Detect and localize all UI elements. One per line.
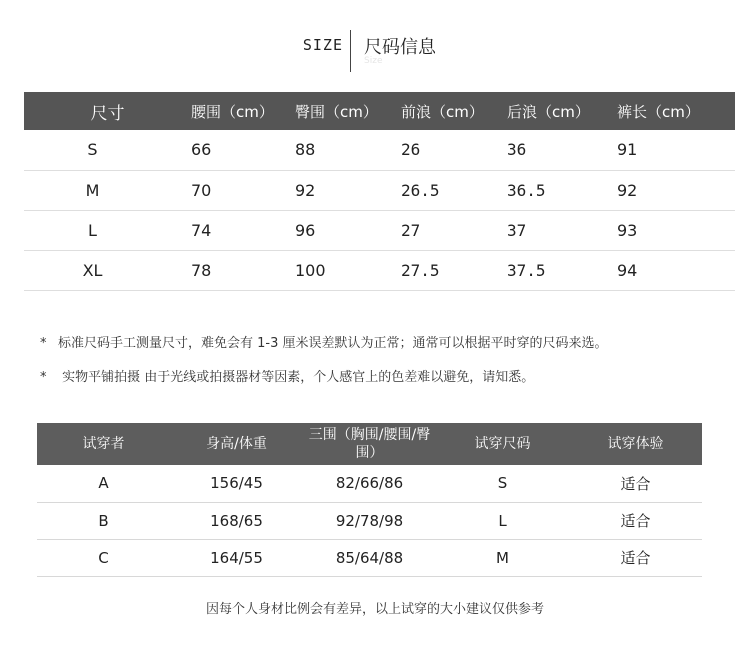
header-cell: 前浪（cm） bbox=[401, 102, 484, 121]
header-cell: 尺寸 bbox=[90, 103, 125, 124]
table-cell: 66 bbox=[191, 140, 212, 160]
table-cell: 70 bbox=[191, 180, 212, 200]
header-cell: 试穿尺码 bbox=[474, 436, 531, 452]
header-cell: 试穿体验 bbox=[607, 436, 664, 452]
header-cell: 三围（胸围/腰围/臀围） bbox=[308, 427, 431, 461]
table-cell: B bbox=[98, 511, 109, 530]
table-row bbox=[24, 130, 735, 170]
note-item bbox=[40, 368, 608, 402]
table-cell: 36 bbox=[507, 140, 527, 160]
header-cell: 臀围（cm） bbox=[295, 102, 378, 121]
header-cell: 后浪（cm） bbox=[507, 102, 590, 121]
table-cell: 92/78/98 bbox=[335, 511, 404, 530]
table-row bbox=[37, 502, 702, 539]
table-row bbox=[24, 170, 735, 210]
table-cell: 168/65 bbox=[210, 511, 263, 530]
table-cell: 37.5 bbox=[507, 260, 546, 280]
table-cell: 适合 bbox=[620, 512, 651, 530]
page-header bbox=[0, 30, 750, 72]
note-item bbox=[40, 334, 608, 368]
size-table bbox=[24, 92, 735, 291]
title-cn: 尺码信息 bbox=[364, 37, 436, 58]
header-cell: 腰围（cm） bbox=[191, 102, 274, 121]
table-cell: 26.5 bbox=[401, 180, 440, 200]
table-cell: 92 bbox=[295, 180, 316, 200]
table-cell: 96 bbox=[295, 220, 316, 240]
table-cell: A bbox=[98, 474, 109, 493]
size-cell: M bbox=[85, 180, 100, 200]
trial-table bbox=[37, 423, 702, 577]
table-cell: 82/66/86 bbox=[335, 474, 404, 493]
table-cell: 27 bbox=[401, 220, 421, 240]
header-cell: 裤长（cm） bbox=[617, 102, 700, 121]
note-mark: * bbox=[40, 336, 47, 351]
size-cell: L bbox=[88, 220, 97, 240]
title-en: SIZE bbox=[302, 36, 343, 54]
footer-note: 因每个人身材比例会有差异，以上试穿的大小建议仅供参考 bbox=[205, 602, 544, 617]
table-cell: 78 bbox=[191, 260, 212, 280]
notes bbox=[40, 334, 608, 402]
table-cell: 88 bbox=[295, 140, 316, 160]
table-cell: 适合 bbox=[620, 474, 651, 493]
table-cell: S bbox=[497, 474, 508, 493]
table-cell: 93 bbox=[617, 220, 638, 240]
table-cell: M bbox=[496, 548, 509, 567]
table-cell: L bbox=[498, 511, 507, 530]
table-cell: 156/45 bbox=[210, 474, 263, 493]
trial-table-header bbox=[37, 423, 702, 465]
header-cell: 身高/体重 bbox=[206, 436, 267, 452]
table-cell: 92 bbox=[617, 180, 638, 200]
table-row bbox=[24, 210, 735, 250]
table-cell: 37 bbox=[507, 220, 527, 240]
table-cell: 27.5 bbox=[401, 260, 440, 280]
size-table-header bbox=[24, 92, 735, 130]
note-text: 标准尺码手工测量尺寸，难免会有 1-3 厘米误差默认为正常；通常可以根据平时穿的尺码来选。 bbox=[58, 336, 608, 351]
table-cell: 94 bbox=[617, 260, 638, 280]
table-cell: 26 bbox=[401, 140, 421, 160]
table-row bbox=[37, 539, 702, 576]
table-row bbox=[24, 250, 735, 290]
table-cell: 164/55 bbox=[210, 548, 263, 567]
table-cell: 91 bbox=[617, 140, 638, 160]
title-divider bbox=[350, 30, 351, 72]
table-row bbox=[37, 465, 702, 502]
table-cell: 85/64/88 bbox=[335, 548, 404, 567]
note-mark: * bbox=[40, 370, 47, 385]
title-subtitle: Size bbox=[364, 56, 383, 66]
table-cell: 100 bbox=[295, 260, 326, 280]
note-text: 实物平铺拍摄 由于光线或拍摄器材等因素，个人感官上的色差难以避免，请知悉。 bbox=[58, 370, 535, 385]
table-cell: 适合 bbox=[620, 549, 651, 567]
header-cell: 试穿者 bbox=[82, 436, 125, 452]
size-cell: XL bbox=[82, 260, 103, 280]
table-cell: C bbox=[98, 548, 109, 567]
table-cell: 36.5 bbox=[507, 180, 546, 200]
table-cell: 74 bbox=[191, 220, 212, 240]
size-cell: S bbox=[87, 140, 98, 160]
